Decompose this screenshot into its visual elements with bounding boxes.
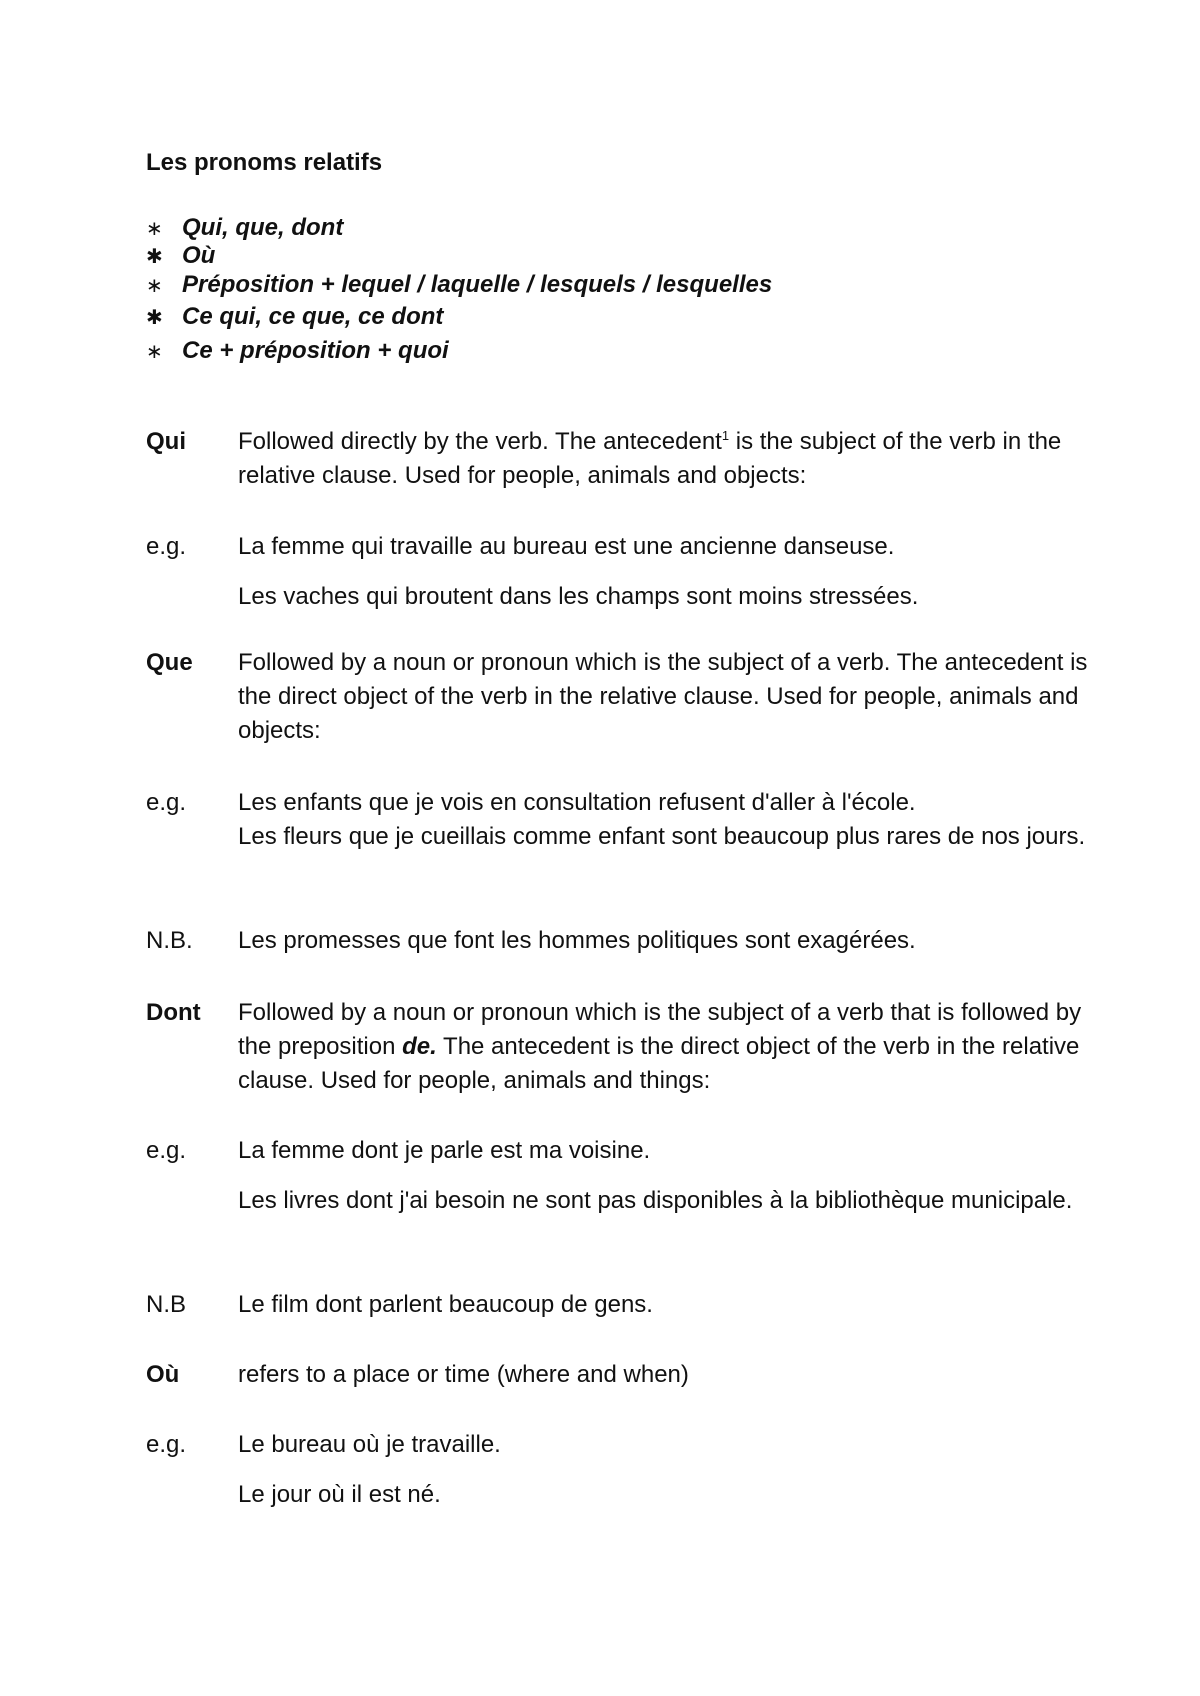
term-label: Qui [146, 428, 186, 455]
definition-part: Followed directly by the verb. The antecedent [238, 428, 722, 455]
asterisk-icon: ✱ [146, 307, 163, 329]
example-dont-2 [146, 1184, 1106, 1218]
note-text: Le film dont parlent beaucoup de gens. [238, 1291, 653, 1318]
definition-ou [146, 1358, 1106, 1392]
example-text: Le jour où il est né. [238, 1481, 441, 1508]
example-qui-1 [146, 530, 1106, 564]
bullet-text: Qui, que, dont [182, 214, 344, 241]
bullet-text: Ce qui, ce que, ce dont [182, 303, 444, 330]
emphasis-text: de. [402, 1033, 437, 1060]
term-label: Où [146, 1361, 180, 1388]
example-text: Les enfants que je vois en consultation refusent d'aller à l'école. [238, 789, 916, 816]
note-text: Les promesses que font les hommes politiques sont exagérées. [238, 927, 916, 954]
term-label: Que [146, 649, 193, 676]
example-label: e.g. [146, 1137, 187, 1164]
example-text: Les fleurs que je cueillais comme enfant sont beaucoup plus rares de nos jours. [238, 823, 1086, 850]
example-text: La femme qui travaille au bureau est une ancienne danseuse. [238, 533, 895, 560]
example-text: Les livres dont j'ai besoin ne sont pas disponibles à la bibliothèque municipale. [238, 1187, 1073, 1214]
definition-text [238, 996, 1106, 1098]
definition-text: refers to a place or time (where and when) [238, 1361, 689, 1388]
example-text: Les vaches qui broutent dans les champs sont moins stressées. [238, 583, 919, 610]
definition-text [238, 425, 1106, 493]
note-dont [146, 1288, 1106, 1322]
bullet-text: Où [182, 242, 216, 269]
example-text-group [238, 786, 1106, 854]
term-label: Dont [146, 999, 201, 1026]
bullet-item [146, 214, 1106, 242]
example-text: Le bureau où je travaille. [238, 1431, 501, 1458]
bullet-text: Préposition + lequel / laquelle / lesquels / lesquelles [182, 271, 773, 298]
definition-dont [146, 996, 1106, 1098]
asterisk-icon: ∗ [146, 218, 163, 240]
footnote-marker: 1 [721, 428, 730, 443]
bullet-item [146, 303, 1106, 337]
asterisk-icon: ✱ [146, 246, 163, 268]
asterisk-icon: ∗ [146, 275, 163, 297]
bullet-item [146, 337, 1106, 369]
definition-que [146, 646, 1106, 748]
bullet-text: Ce + préposition + quoi [182, 337, 449, 364]
definition-qui [146, 425, 1106, 493]
definition-part: The antecedent is the direct object of the verb in the relative clause. Used for people, animals and things: [238, 1033, 1080, 1094]
bullet-item [146, 271, 1106, 303]
example-ou-2 [146, 1478, 1106, 1512]
example-label: e.g. [146, 533, 187, 560]
example-qui-2 [146, 580, 1106, 614]
bullet-list [146, 214, 1106, 369]
example-label: e.g. [146, 789, 187, 816]
asterisk-icon: ∗ [146, 341, 163, 363]
examples-que [146, 786, 1106, 854]
bullet-item [146, 242, 1106, 271]
note-label: N.B. [146, 927, 193, 954]
example-dont-1 [146, 1134, 1106, 1168]
example-label: e.g. [146, 1431, 187, 1458]
example-ou-1 [146, 1428, 1106, 1462]
document-title: Les pronoms relatifs [146, 149, 383, 176]
definition-part: Followed by a noun or pronoun which is the subject of a verb that is followed by the preposition [238, 999, 1082, 1060]
note-que [146, 924, 1106, 958]
definition-text: Followed by a noun or pronoun which is the subject of a verb. The antecedent is the direct object of the verb in the relative clause. Used for people, animals and objects: [238, 649, 1088, 744]
definition-part: is the subject of the verb in the relative clause. Used for people, animals and objects: [238, 428, 1062, 489]
example-text: La femme dont je parle est ma voisine. [238, 1137, 651, 1164]
note-label: N.B [146, 1291, 187, 1318]
